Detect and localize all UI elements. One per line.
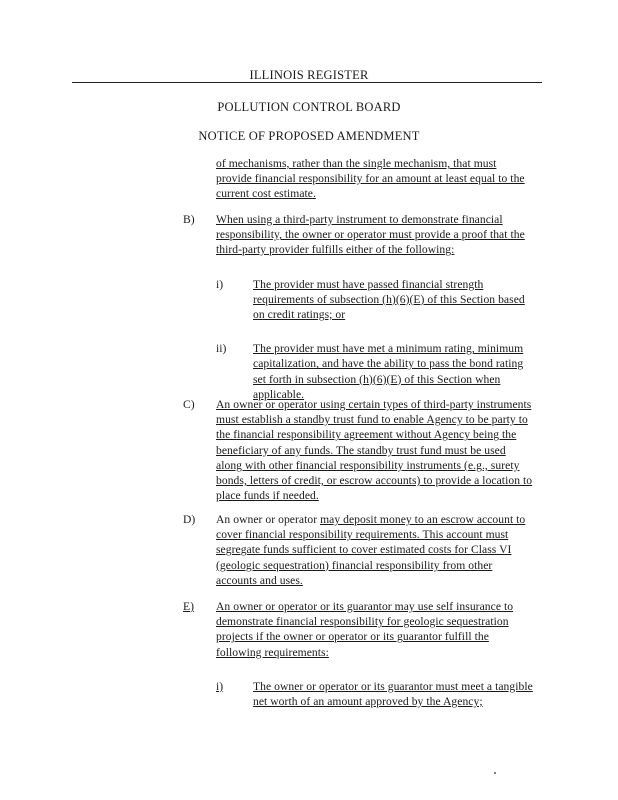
text-run: on credit ratings; or: [253, 308, 346, 321]
item-line: [216, 646, 329, 659]
text-run: place funds if needed.: [216, 489, 319, 503]
subitem-line: [253, 373, 500, 386]
text-run: The provider must have passed financial strength: [253, 277, 484, 291]
text-run: When using a third-party instrument to demonstrate financial: [216, 213, 503, 226]
item-line: [216, 444, 506, 457]
text-run: An owner or operator or its guarantor may use self insurance to: [216, 600, 514, 613]
item-line: [216, 213, 503, 226]
subitem-line: [253, 357, 523, 370]
item-line: [216, 474, 532, 487]
text-run: demonstrate financial responsibility for geologic sequestration: [216, 615, 509, 629]
subitem-line: [253, 680, 533, 693]
text-run: projects if the owner or operator or its guarantor fulfill the: [216, 630, 489, 644]
text-run: capitalization, and have the ability to pass the bond rating: [253, 357, 524, 371]
text-run: along with other financial responsibility instruments (e.g., surety: [216, 458, 520, 472]
subitem-line: [253, 342, 523, 355]
item-line: [216, 228, 525, 241]
item-line: [216, 398, 531, 411]
subitem-line: [253, 293, 525, 306]
notice-title: NOTICE OF PROPOSED AMENDMENT: [198, 129, 420, 143]
subitem-line: [253, 695, 483, 708]
item-line: [216, 413, 528, 426]
text-run: An owner or operator: [216, 513, 321, 526]
subitem-line: [253, 308, 345, 321]
board-title: POLLUTION CONTROL BOARD: [217, 100, 401, 114]
lead-line: [216, 172, 525, 185]
text-run: bonds, letters of credit, or escrow accounts) to provide a location to: [216, 474, 533, 487]
subitem-label: i): [216, 679, 224, 693]
text-run: segregate funds sufficient to cover estimated costs for Class VI: [216, 543, 512, 557]
text-run: of mechanisms, rather than the single mechanism, that must: [216, 157, 497, 170]
text-run: must establish a standby trust fund to enable Agency to be party to: [216, 413, 528, 427]
item-line: [216, 513, 525, 526]
item-line: [216, 459, 519, 472]
item-line: [216, 528, 508, 541]
text-run: net worth of an amount approved by the Agency;: [253, 695, 483, 708]
item-line: [216, 559, 492, 572]
text-run: cover financial responsibility requirements. This account must: [216, 528, 509, 542]
item-line: [216, 615, 509, 628]
item-label: B): [183, 213, 195, 226]
text-run: requirements of subsection (h)(6)(E) of this Section based: [253, 292, 525, 306]
text-run: An owner or operator using certain types of third-party instruments: [216, 398, 532, 411]
text-run: The owner or operator or its guarantor must meet a tangible: [253, 679, 533, 693]
text-run: provide financial responsibility for an amount at least equal to the: [216, 172, 525, 186]
text-run: accounts and uses.: [216, 573, 303, 587]
text-run: beneficiary of any funds. The standby trust fund must be used: [216, 443, 506, 457]
text-run: set forth in subsection (h)(6)(E) of this Section when: [253, 372, 501, 386]
item-line: [216, 574, 303, 587]
item-line: [216, 489, 319, 502]
lead-line: [216, 157, 496, 170]
subitem-label: ii): [216, 342, 227, 356]
subitem-label: i): [216, 277, 224, 291]
item-line: [216, 243, 454, 256]
text-run: third-party provider fulfills either of the following:: [216, 243, 455, 257]
item-label: C): [183, 398, 195, 411]
text-run: current cost estimate.: [216, 187, 316, 201]
item-line: [216, 600, 513, 613]
item-line: [216, 428, 516, 441]
item-line: [216, 543, 511, 556]
text-run: The provider must have met a minimum rating, minimum: [253, 342, 524, 356]
text-run: may deposit money to an escrow account to: [320, 513, 526, 526]
text-run: (geologic sequestration) financial responsibility from other: [216, 558, 493, 572]
text-run: following requirements:: [216, 645, 329, 659]
subitem-line: [253, 278, 483, 291]
item-line: [216, 630, 489, 643]
register-title: ILLINOIS REGISTER: [249, 68, 369, 82]
lead-line: [216, 187, 316, 200]
scan-speck: [494, 772, 496, 774]
item-label: D): [183, 513, 196, 526]
text-run: applicable.: [253, 387, 305, 401]
text-run: responsibility, the owner or operator must provide a proof that the: [216, 228, 525, 242]
header-rule: [72, 82, 542, 83]
item-label: E): [183, 600, 194, 613]
text-run: the financial responsibility agreement without Agency being the: [216, 428, 517, 442]
